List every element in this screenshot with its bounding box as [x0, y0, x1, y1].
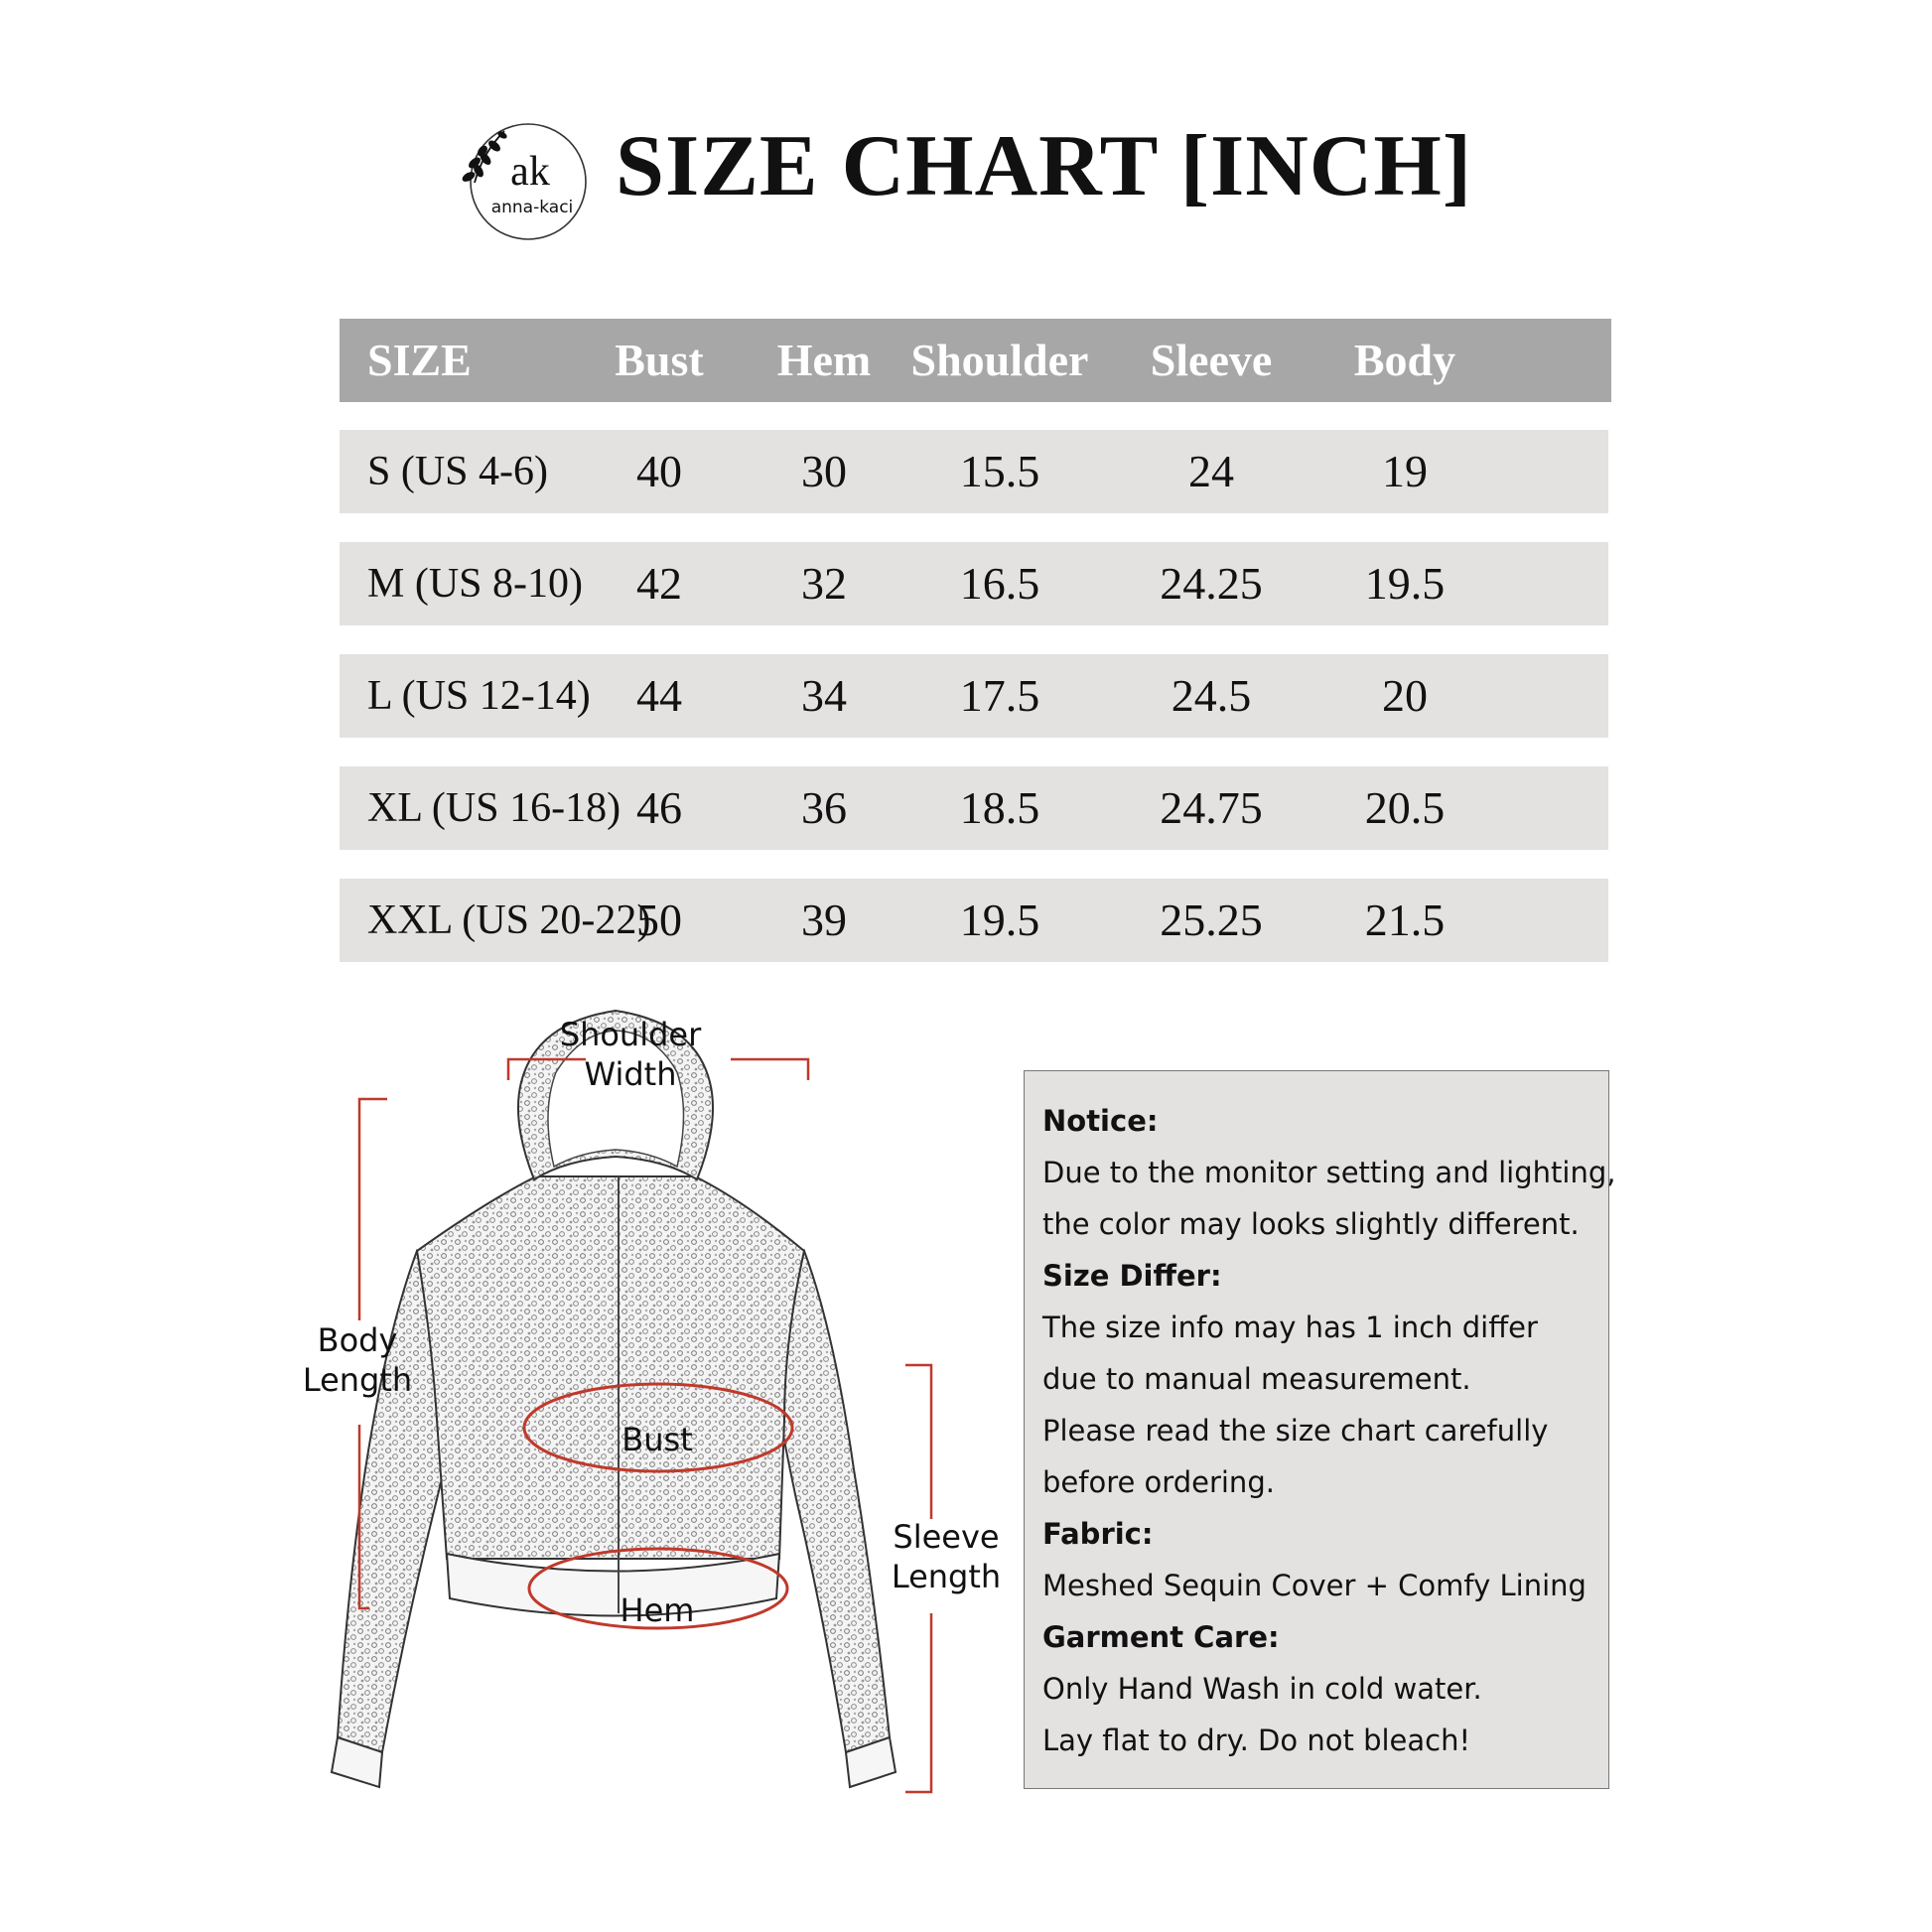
shoulder-cell: 15.5 — [959, 446, 1040, 496]
shoulder-cell: 16.5 — [959, 558, 1040, 609]
size-cell: L (US 12-14) — [367, 673, 591, 719]
shoulder-cell: 18.5 — [959, 782, 1040, 833]
brand-monogram: ak — [510, 149, 550, 195]
shoulder-cell: 17.5 — [959, 670, 1040, 721]
hem-cell: 34 — [801, 670, 847, 721]
hem-cell: 36 — [801, 782, 847, 833]
hem-label: Hem — [620, 1591, 695, 1629]
garment-care-text: Lay flat to dry. Do not bleach! — [1042, 1724, 1471, 1757]
brand-logo — [453, 113, 590, 250]
hem-cell: 30 — [801, 446, 847, 496]
bust-label: Bust — [621, 1421, 693, 1458]
brand-name: anna-kaci — [490, 198, 574, 217]
shoulder-label-line2: Width — [584, 1055, 677, 1093]
table-header — [340, 319, 1611, 402]
sleeve-label-line2: Length — [891, 1558, 1002, 1595]
body-cell: 19 — [1382, 446, 1428, 496]
sleeve-cell: 24.25 — [1160, 558, 1263, 609]
sleeve-cell: 24 — [1188, 446, 1234, 496]
bust-cell: 44 — [636, 670, 682, 721]
size-cell: XL (US 16-18) — [367, 785, 621, 831]
sleeve-cell: 25.25 — [1160, 895, 1263, 945]
size-differ-text: Please read the size chart carefully — [1042, 1414, 1549, 1448]
shoulder-cell: 19.5 — [959, 895, 1040, 945]
notice-text: Due to the monitor setting and lighting, — [1042, 1156, 1616, 1189]
table-row — [340, 430, 1608, 513]
bust-cell: 46 — [636, 782, 682, 833]
fabric-heading: Fabric: — [1042, 1517, 1154, 1551]
table-row — [340, 879, 1608, 962]
header-body: Body — [1353, 335, 1456, 385]
bust-cell: 50 — [636, 895, 682, 945]
size-differ-text: due to manual measurement. — [1042, 1362, 1471, 1396]
fabric-text: Meshed Sequin Cover + Comfy Lining — [1042, 1569, 1587, 1602]
shoulder-label-line1: Shoulder — [559, 1016, 702, 1053]
bust-cell: 42 — [636, 558, 682, 609]
header-shoulder: Shoulder — [910, 335, 1089, 385]
sleeve-label-line1: Sleeve — [893, 1518, 1000, 1556]
hem-cell: 32 — [801, 558, 847, 609]
body-cell: 19.5 — [1364, 558, 1446, 609]
table-row — [340, 542, 1608, 625]
notice-box — [1024, 1070, 1616, 1789]
measurement-diagram — [288, 1003, 1023, 1817]
size-differ-heading: Size Differ: — [1042, 1259, 1222, 1293]
body-cell: 21.5 — [1364, 895, 1446, 945]
header-sleeve: Sleeve — [1150, 335, 1273, 385]
header-bust: Bust — [615, 335, 704, 385]
header-hem: Hem — [776, 335, 872, 385]
size-differ-text: before ordering. — [1042, 1465, 1275, 1499]
sleeve-cell: 24.5 — [1171, 670, 1252, 721]
header-size: SIZE — [367, 335, 472, 385]
notice-text: the color may looks slightly different. — [1042, 1207, 1580, 1241]
table-row — [340, 766, 1608, 850]
body-label-line1: Body — [317, 1321, 398, 1359]
page-title: SIZE CHART [INCH] — [616, 118, 1473, 214]
garment-care-heading: Garment Care: — [1042, 1620, 1280, 1654]
hoodie-illustration — [288, 1003, 1023, 1817]
size-cell: XXL (US 20-22) — [367, 897, 651, 943]
table-row — [340, 654, 1608, 738]
body-cell: 20 — [1382, 670, 1428, 721]
garment-care-text: Only Hand Wash in cold water. — [1042, 1672, 1482, 1706]
body-cell: 20.5 — [1364, 782, 1446, 833]
leaf-branch-icon — [461, 130, 508, 184]
sleeve-cell: 24.75 — [1160, 782, 1263, 833]
hem-cell: 39 — [801, 895, 847, 945]
shoulder-width-label — [536, 1015, 725, 1094]
body-label-line2: Length — [302, 1361, 413, 1399]
bust-cell: 40 — [636, 446, 682, 496]
size-differ-text: The size info may has 1 inch differ — [1042, 1311, 1538, 1344]
notice-heading: Notice: — [1042, 1104, 1159, 1138]
body-length-label — [288, 1320, 427, 1400]
sleeve-length-label — [872, 1517, 1021, 1596]
size-cell: S (US 4-6) — [367, 449, 549, 494]
size-cell: M (US 8-10) — [367, 561, 583, 607]
